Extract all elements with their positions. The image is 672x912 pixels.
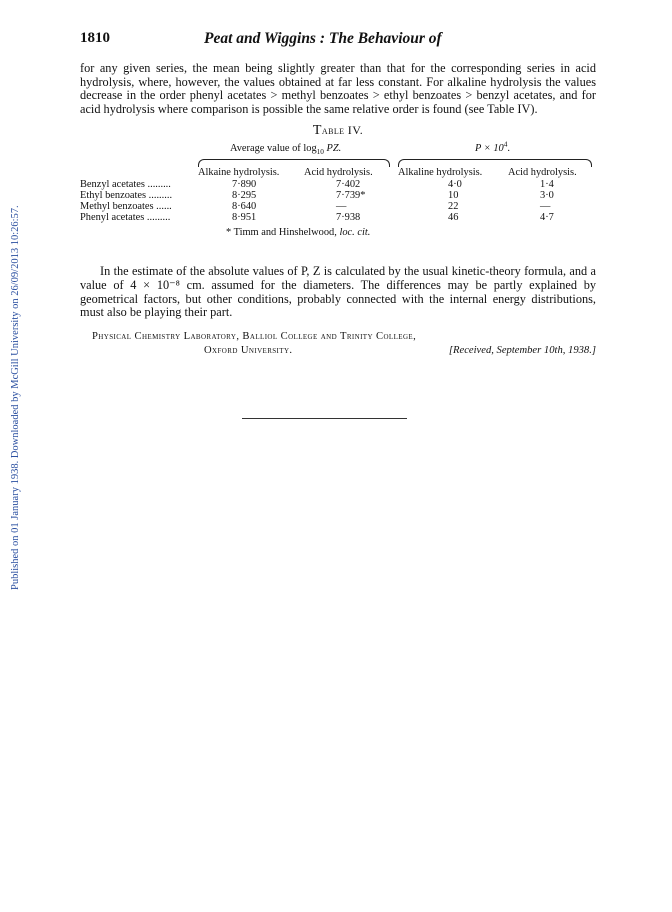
table-title-rest: able IV.: [321, 123, 364, 138]
affiliation-line-1: Physical Chemistry Laboratory, Balliol College and Trinity College,: [92, 330, 417, 342]
brace-right: [398, 159, 592, 167]
page: [80, 30, 596, 358]
affiliation-line-2: Oxford University.: [204, 344, 293, 356]
brace-left: [198, 159, 390, 167]
page-number: 1810: [80, 30, 110, 46]
group-header-p: $P \times 10^4$.: [475, 140, 511, 155]
paragraph-1: for any given series, the mean being slightly greater than that for the corresponding series in acid hydrolysis, where, however, the values obtained at far less constant. For alkaline hydrolysis the values decrease in the order phenyl acetates > methyl benzoates > ethyl benzoates > benzyl acetates, and for acid hydrolysis where comparison is possible the same relative order is found (see Table IV).: [80, 61, 596, 116]
table-row: Methyl benzoates ...... 8·640 — 22 —: [80, 201, 551, 213]
col-header-2: Acid hydrolysis.: [304, 167, 373, 179]
download-stamp: [10, 150, 24, 590]
page-header: [80, 30, 596, 52]
group-header-logpz: Average value of $\log_{10}$ PZ.: [230, 143, 342, 157]
end-rule: [242, 418, 407, 419]
running-title: Peat and Wiggins : The Behaviour of: [204, 30, 442, 47]
col-header-1: Alkaine hydrolysis.: [198, 167, 280, 179]
table-row: Benzyl acetates ......... 7·890 7·402 4·0 1·4: [80, 179, 554, 191]
table-footnote: * Timm and Hinshelwood, loc. cit.: [226, 227, 371, 239]
table-iv: [80, 141, 596, 249]
download-stamp-text: Published on 01 January 1938. Downloaded by McGill University on 26/09/2013 10:26:57.: [10, 205, 21, 590]
table-title: [80, 123, 596, 139]
paragraph-2: In the estimate of the absolute values of P, Z is calculated by the usual kinetic-theory formula, and a value of 4 × 10⁻⁸ cm. assumed for the diameters. The differences may be partly explained by geometrical factors, but other conditions, probably connected with the internal energy distributions, must also be playing their part.: [80, 264, 596, 320]
col-header-4: Acid hydrolysis.: [508, 167, 577, 179]
affiliation: [80, 330, 596, 358]
col-header-3: Alkaline hydrolysis.: [398, 167, 483, 179]
table-row: Phenyl acetates ......... 8·951 7·938 46 4·7: [80, 212, 554, 224]
table-row: Ethyl benzoates ......... 8·295 7·739* 10 3·0: [80, 190, 554, 202]
table-title-initial: T: [312, 123, 322, 139]
received-date: [Received, September 10th, 1938.]: [448, 344, 596, 356]
